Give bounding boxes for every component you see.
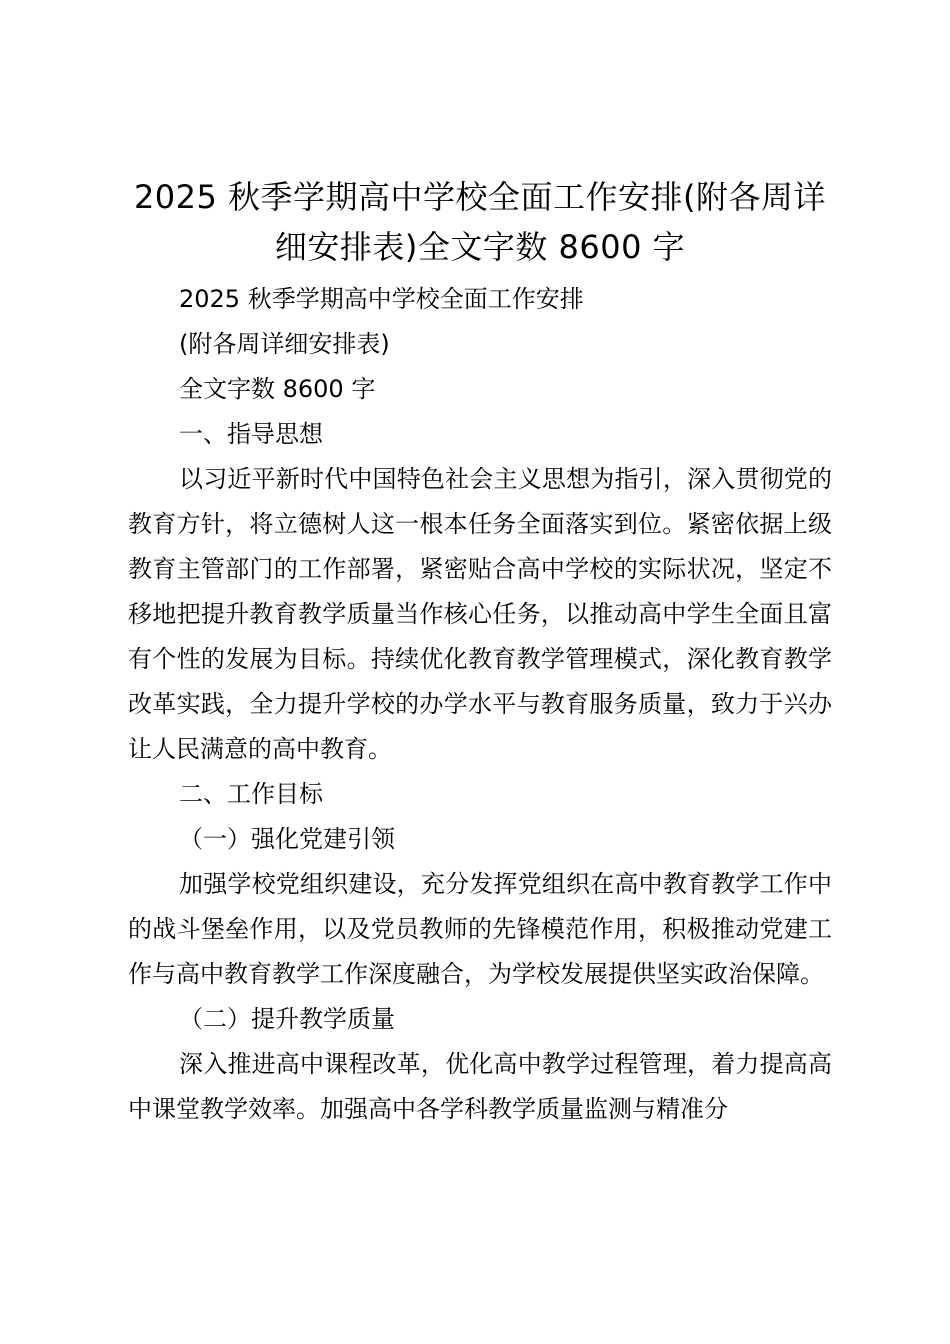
word-count: 全文字数 8600 字 <box>179 375 376 403</box>
subheading-party-building: （一）强化党建引领 <box>179 825 395 853</box>
subtitle-line-2: (附各周详细安排表) <box>179 330 390 358</box>
subheading-teaching-quality: （二）提升教学质量 <box>179 1005 395 1033</box>
subtitle-line-1: 2025 秋季学期高中学校全面工作安排 <box>179 285 584 313</box>
section-heading-guiding: 一、指导思想 <box>179 420 323 448</box>
paragraph-guiding: 以习近平新时代中国特色社会主义思想为指引，深入贯彻党的教育方针，将立德树人这一根本任务全面落实到位。紧密依据上级教育主管部门的工作部署，紧密贴合高中学校的实际状况，坚定不移地把提升教育教学质量当作核心任务，以推动高中学生全面且富有个性的发展为目标。持续优化教育教学管理模式，深化教育教学改革实践，全力提升学校的办学水平与教育服务质量，致力于兴办让人民满意的高中教育。 <box>128 465 832 763</box>
document-body <box>128 277 832 1132</box>
document-title: 2025 秋季学期高中学校全面工作安排(附各周详细安排表)全文字数 8600 字 <box>133 178 827 266</box>
section-heading-goals: 二、工作目标 <box>179 780 323 808</box>
paragraph-party-building: 加强学校党组织建设，充分发挥党组织在高中教育教学工作中的战斗堡垒作用，以及党员教师的先锋模范作用，积极推动党建工作与高中教育教学工作深度融合，为学校发展提供坚实政治保障。 <box>128 870 832 988</box>
paragraph-teaching-quality: 深入推进高中课程改革，优化高中教学过程管理，着力提高高中课堂教学效率。加强高中各学科教学质量监测与精准分 <box>128 1050 832 1123</box>
